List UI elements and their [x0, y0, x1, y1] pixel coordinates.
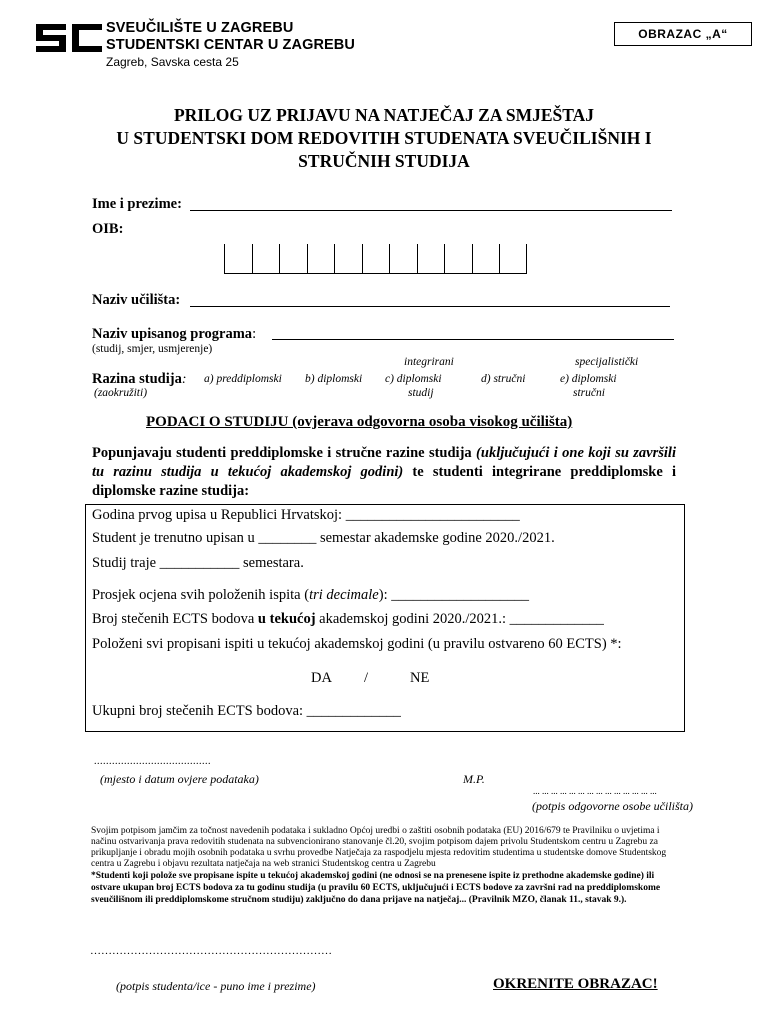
study-intro-part2: te studenti integrirane preddiplomske i diplomske razine studija: [92, 464, 676, 499]
level-option-b[interactable]: b) diplomski [305, 373, 363, 385]
org-address: Zagreb, Savska cesta 25 [106, 55, 239, 69]
oib-digit-cell[interactable] [472, 244, 500, 274]
oib-digit-cell[interactable] [362, 244, 390, 274]
legal-p2-line1: *Studenti koji polože sve propisane ispite u tekućoj akademskoj godini (ne odnosi se na prenesene ispite iz prethodne akademske godine) ili [91, 871, 655, 881]
oib-digit-cell[interactable] [279, 244, 307, 274]
program-field[interactable] [272, 339, 674, 340]
level-option-c-bottom: studij [408, 387, 434, 399]
title-line2: U STUDENTSKI DOM REDOVITIH STUDENATA SVEUČILIŠNIH I [116, 128, 652, 148]
level-option-c-top: integrirani [404, 356, 454, 368]
study-data-box [85, 504, 685, 732]
org-name-line1: SVEUČILIŠTE U ZAGREBU [106, 20, 294, 36]
study-intro-italic: (uključujući i one koji su završili tu razinu studija u tekućoj akademskoj godini) [92, 445, 676, 480]
level-option-e-top: specijalistički [575, 356, 639, 368]
institution-field[interactable] [190, 306, 670, 307]
oib-digit-cell[interactable] [334, 244, 362, 274]
institution-label: Naziv učilišta: [92, 292, 181, 308]
official-sign-line[interactable]: ... ... ... ... ... ... ... ... ... ... ... ... ... ... [533, 786, 657, 796]
gpa-label-b: ): ___________________ [378, 587, 529, 603]
program-label-wrap [92, 325, 256, 343]
duration-field[interactable]: Studij traje ___________ semestara. [92, 555, 304, 571]
name-label: Ime i prezime: [92, 196, 182, 212]
title-line3: STRUČNIH STUDIJA [298, 151, 470, 171]
level-label-colon: : [181, 372, 187, 387]
turn-over-notice: OKRENITE OBRAZAC! [493, 976, 658, 992]
name-field[interactable] [190, 210, 672, 211]
level-option-e[interactable]: e) diplomski [560, 373, 617, 385]
gpa-label-a: Prosjek ocjena svih položenih ispita ( [92, 587, 310, 603]
stamp-label: M.P. [463, 772, 485, 786]
level-option-d[interactable]: d) stručni [481, 373, 526, 385]
yes-no-separator: / [364, 670, 369, 686]
study-section-heading: PODACI O STUDIJU (ovjerava odgovorna osoba visokog učilišta) [146, 414, 573, 430]
program-hint: (studij, smjer, usmjerenje) [92, 343, 213, 355]
total-ects-field[interactable]: Ukupni broj stečenih ECTS bodova: _____________ [92, 703, 401, 719]
title-line1: PRILOG UZ PRIJAVU NA NATJEČAJ ZA SMJEŠTAJ [173, 105, 595, 125]
oib-digit-cell[interactable] [444, 244, 472, 274]
level-option-a[interactable]: a) preddiplomski [204, 373, 282, 385]
oib-label: OIB: [92, 221, 124, 237]
first-enrollment-field[interactable]: Godina prvog upisa u Republici Hrvatskoj: ________________________ [92, 507, 520, 523]
legal-p2-line3: sveučilišnom ili preddiplomskome stručnom studiju) zaključno do dana prijave na natječaj... (Pravilnik MZO, članak 11., stavak 9.). [91, 895, 627, 905]
oib-digit-cell[interactable] [499, 244, 527, 274]
place-date-line[interactable]: ....................................... [94, 756, 211, 767]
study-intro-part1: Popunjavaju studenti preddiplomske i stručne razine studija [92, 445, 477, 461]
yes-option[interactable]: DA [311, 670, 332, 686]
passed-all-label: Položeni svi propisani ispiti u tekućoj akademskoj godini (u pravilu ostvareno 60 ECTS) *: [92, 636, 622, 652]
semester-field[interactable]: Student je trenutno upisan u ________ semestar akademske godine 2020./2021. [92, 530, 555, 546]
legal-p1-line3: prikupljanje i obradu mojih osobnih podataka u svrhu provedbe Natječaja za raspodjelu mjesta redovitim studentima u studentske domove Studentskog [91, 848, 667, 858]
oib-digit-cell[interactable] [224, 244, 252, 274]
program-label-colon: : [252, 326, 257, 342]
no-option[interactable]: NE [410, 670, 430, 686]
official-sign-caption: (potpis odgovorne osobe učilišta) [532, 799, 693, 813]
level-hint: (zaokružiti) [94, 387, 148, 399]
oib-digit-cell[interactable] [389, 244, 417, 274]
legal-p1-line4: centra u Zagrebu i objavu rezultata natječaja na web stranici Studentskog centra u Zagrebu [91, 859, 436, 869]
sc-logo-icon [34, 20, 104, 56]
program-label: Naziv upisanog programa [92, 326, 253, 342]
org-name-line2: STUDENTSKI CENTAR U ZAGREBU [106, 37, 355, 53]
legal-p1-line2: načinu ostvarivanja prava redovitih studenata na subvencionirano stanovanje čl.20, svojim potpisom dajem privolu Studentskom centru u Zagrebu za [91, 837, 658, 847]
level-label: Razina studija [92, 371, 182, 387]
legal-p2-line2: ostvare ukupan broj ECTS bodova za tu godinu studija (u pravilu 60 ECTS, uključujući i ECTS bodove za završni rad na preddiplomskome [91, 883, 661, 893]
level-option-e-bottom: stručni [573, 387, 605, 399]
ects-current-field[interactable] [92, 611, 604, 628]
student-sign-caption: (potpis studenta/ice - puno ime i prezime) [116, 979, 316, 993]
ects-label-b: akademskoj godini 2020./2021.: _____________ [315, 611, 604, 627]
legal-p1-line1: Svojim potpisom jamčim za točnost navedenih podataka i sukladno Općoj uredbi o zaštiti osobnih podataka (EU) 2016/679 te Pravilniku o uvjetima i [91, 826, 660, 836]
oib-field[interactable] [224, 244, 527, 274]
gpa-label-italic: tri decimale [309, 587, 379, 603]
place-date-caption: (mjesto i datum ovjere podataka) [100, 772, 259, 786]
ects-label-bold: u tekućoj [257, 611, 316, 627]
oib-digit-cell[interactable] [417, 244, 445, 274]
oib-digit-cell[interactable] [307, 244, 335, 274]
level-label-wrap [92, 370, 187, 388]
student-sign-line[interactable]: ………………………………………………………… [90, 945, 332, 957]
ects-label-a: Broj stečenih ECTS bodova [92, 611, 258, 627]
oib-digit-cell[interactable] [252, 244, 280, 274]
gpa-field[interactable] [92, 587, 529, 604]
level-option-c[interactable]: c) diplomski [385, 373, 442, 385]
study-intro [92, 444, 676, 501]
form-badge: OBRAZAC „A“ [614, 22, 752, 46]
